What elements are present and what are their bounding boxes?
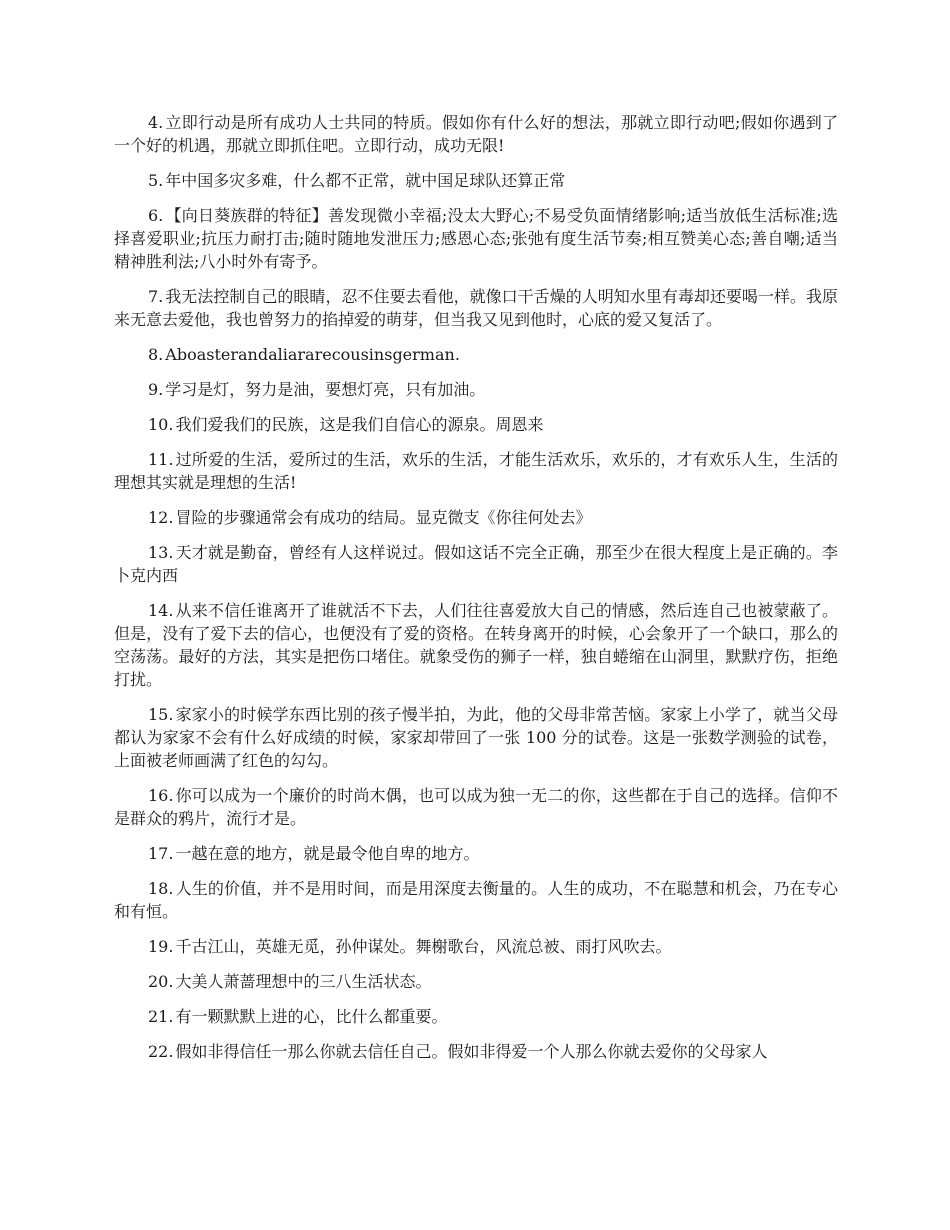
paragraph-12 [114, 506, 838, 529]
paragraph-17 [114, 842, 838, 865]
paragraph-number: 16. [148, 786, 174, 805]
paragraph-20 [114, 970, 838, 993]
paragraph-text: 我无法控制自己的眼睛，忍不住要去看他，就像口干舌燥的人明知水里有毒却还要喝一样。我原来无意去爱他，我也曾努力的掐掉爱的萌芽，但当我又见到他时，心底的爱又复活了。 [114, 287, 838, 329]
paragraph-text: 从来不信任谁离开了谁就活不下去，人们往往喜爱放大自己的情感，然后连自己也被蒙蔽了。但是，没有了爱下去的信心，也便没有了爱的资格。在转身离开的时候，心会象开了一个缺口，那么的空荡荡。最好的方法，其实是把伤口堵住。就象受伤的狮子一样，独自蜷缩在山洞里，默默疗伤，拒绝打扰。 [114, 601, 838, 689]
paragraph-text: 大美人萧蔷理想中的三八生活状态。 [175, 972, 432, 991]
paragraph-9 [114, 378, 838, 401]
paragraph-text: Aboasterandaliararecousinsgerman. [165, 345, 460, 364]
paragraph-number: 9. [148, 380, 164, 399]
paragraph-number: 22. [148, 1042, 174, 1061]
paragraph-text: 过所爱的生活，爱所过的生活，欢乐的生活，才能生活欢乐，欢乐的，才有欢乐人生，生活的理想其实就是理想的生活! [114, 450, 838, 492]
paragraph-text: 我们爱我们的民族，这是我们自信心的源泉。周恩来 [175, 415, 544, 434]
paragraph-7 [114, 285, 838, 331]
paragraph-15 [114, 703, 838, 772]
paragraph-16 [114, 784, 838, 830]
paragraph-text: 立即行动是所有成功人士共同的特质。假如你有什么好的想法，那就立即行动吧;假如你遇到了一个好的机遇，那就立即抓住吧。立即行动，成功无限! [114, 113, 838, 155]
paragraph-text: 你可以成为一个廉价的时尚木偶，也可以成为独一无二的你，这些都在于自己的选择。信仰不是群众的鸦片，流行才是。 [114, 786, 838, 828]
paragraph-number: 18. [148, 879, 174, 898]
paragraph-11 [114, 448, 838, 494]
paragraph-number: 12. [148, 508, 174, 527]
paragraph-text: 假如非得信任一那么你就去信任自己。假如非得爱一个人那么你就去爱你的父母家人 [175, 1042, 768, 1061]
paragraph-number: 6. [148, 206, 164, 225]
paragraph-number: 8. [148, 345, 164, 364]
paragraph-number: 7. [148, 287, 164, 306]
paragraph-text: 一越在意的地方，就是最令他自卑的地方。 [175, 844, 480, 863]
paragraph-text: 家家小的时候学东西比别的孩子慢半拍，为此，他的父母非常苦恼。家家上小学了，就当父母都认为家家不会有什么好成绩的时候，家家却带回了一张 100 分的试卷。这是一张数学测验的试卷，上面被老师画满了红色的勾勾。 [114, 705, 838, 770]
paragraph-number: 15. [148, 705, 174, 724]
paragraph-number: 14. [148, 601, 174, 620]
paragraph-text: 千古江山，英雄无觅，孙仲谋处。舞榭歌台，风流总被、雨打风吹去。 [175, 937, 672, 956]
paragraph-text: 【向日葵族群的特征】善发现微小幸福;没太大野心;不易受负面情绪影响;适当放低生活标准;选择喜爱职业;抗压力耐打击;随时随地发泄压力;感恩心态;张弛有度生活节奏;相互赞美心态;善自嘲;适当精神胜利法;八小时外有寄予。 [114, 206, 838, 271]
paragraph-18 [114, 877, 838, 923]
paragraph-text: 学习是灯，努力是油，要想灯亮，只有加油。 [165, 380, 486, 399]
paragraph-text: 天才就是勤奋，曾经有人这样说过。假如这话不完全正确，那至少在很大程度上是正确的。李卜克内西 [114, 543, 838, 585]
paragraph-number: 21. [148, 1007, 174, 1026]
paragraph-21 [114, 1005, 838, 1028]
paragraph-number: 10. [148, 415, 174, 434]
paragraph-13 [114, 541, 838, 587]
paragraph-text: 冒险的步骤通常会有成功的结局。显克微支《你往何处去》 [175, 508, 592, 527]
paragraph-22 [114, 1040, 838, 1063]
paragraph-19 [114, 935, 838, 958]
paragraph-number: 20. [148, 972, 174, 991]
paragraph-6 [114, 204, 838, 273]
paragraph-number: 13. [148, 543, 174, 562]
paragraph-10 [114, 413, 838, 436]
paragraph-number: 17. [148, 844, 174, 863]
paragraph-text: 人生的价值，并不是用时间，而是用深度去衡量的。人生的成功，不在聪慧和机会，乃在专心和有恒。 [114, 879, 838, 921]
paragraph-number: 19. [148, 937, 174, 956]
paragraph-number: 11. [148, 450, 174, 469]
paragraph-5 [114, 169, 838, 192]
paragraph-text: 年中国多灾多难，什么都不正常，就中国足球队还算正常 [165, 171, 566, 190]
paragraph-14 [114, 599, 838, 691]
paragraph-number: 4. [148, 113, 164, 132]
paragraph-number: 5. [148, 171, 164, 190]
paragraph-4 [114, 111, 838, 157]
paragraph-text: 有一颗默默上进的心，比什么都重要。 [175, 1007, 448, 1026]
paragraph-8 [114, 343, 838, 366]
